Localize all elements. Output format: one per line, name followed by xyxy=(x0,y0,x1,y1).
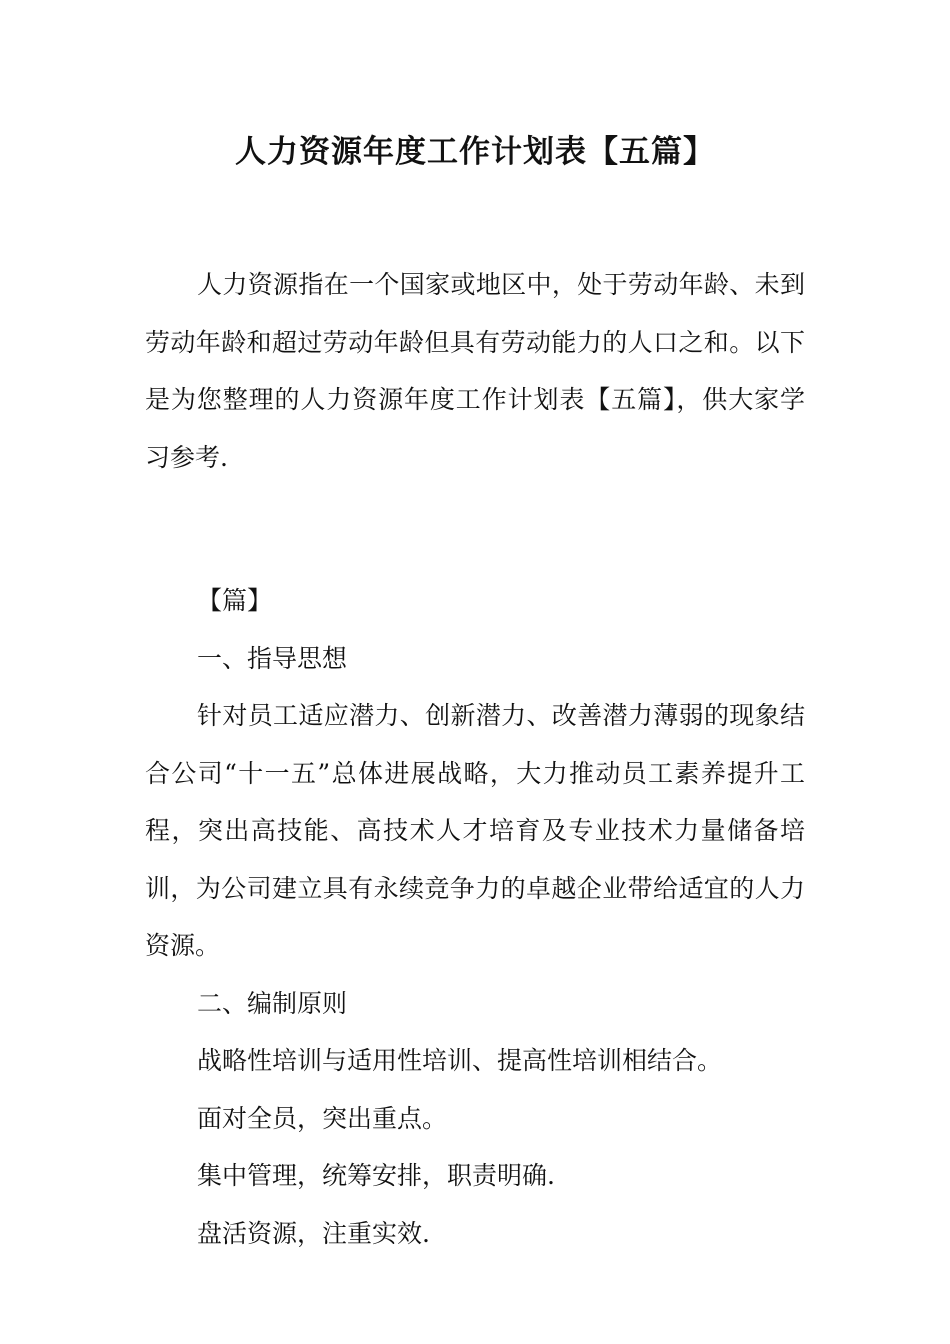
document-title: 人力资源年度工作计划表【五篇】 xyxy=(235,134,715,170)
spacer xyxy=(145,486,805,572)
principle-item: 战略性培训与适用性培训、提高性培训相结合。 xyxy=(197,1046,723,1075)
principle-item: 盘活资源，注重实效. xyxy=(197,1218,430,1248)
document-body xyxy=(145,256,805,1262)
principle-item: 集中管理，统筹安排，职责明确. xyxy=(197,1161,555,1190)
heading-compilation-principles: 二、编制原则 xyxy=(197,988,348,1018)
section-heading: 【篇】 xyxy=(197,586,273,615)
heading-guiding-ideology: 一、指导思想 xyxy=(197,643,348,673)
intro-paragraph: 人力资源指在一个国家或地区中，处于劳动年龄、未到劳动年龄和超过劳动年龄但具有劳动能力的人口之和。以下是为您整理的人力资源年度工作计划表【五篇】，供大家学习参考. xyxy=(145,270,805,472)
principle-item: 面对全员，突出重点。 xyxy=(197,1103,448,1133)
guiding-ideology-paragraph: 针对员工适应潜力、创新潜力、改善潜力薄弱的现象结合公司“十一五”总体进展战略，大力推动员工素养提升工程，突出高技能、高技术人才培育及专业技术力量储备培训，为公司建立具有永续竞争力的卓越企业带给适宜的人力资源。 xyxy=(145,701,805,960)
